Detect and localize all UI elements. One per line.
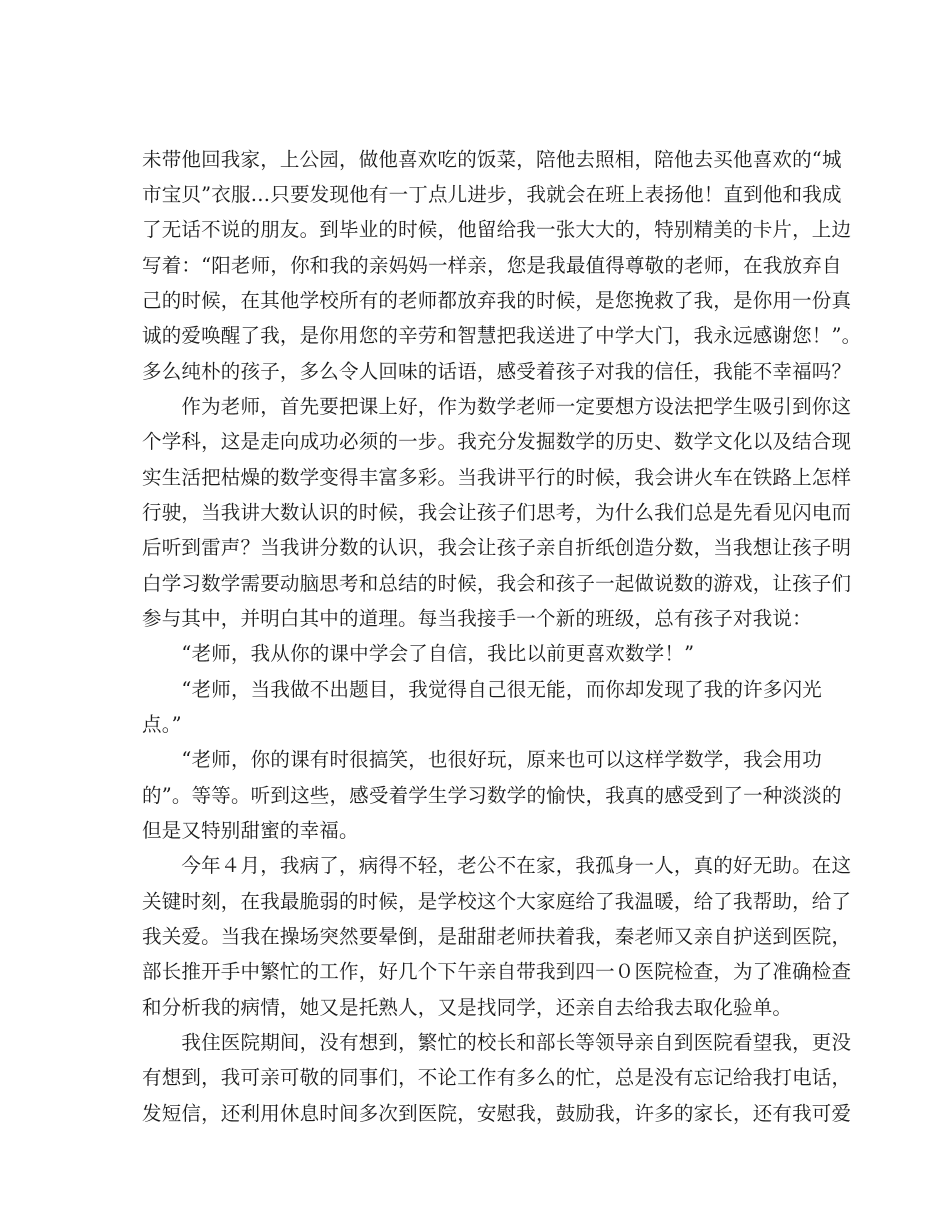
text-line: 部长推开手中繁忙的工作，好几个下午亲自带我到四一０医院检查，为了准确检查	[142, 960, 852, 983]
text-line: 但是又特别甜蜜的幸福。	[142, 819, 359, 842]
text-line: 我住医院期间，没有想到，繁忙的校长和部长等领导亲自到医院看望我，更没	[142, 1031, 852, 1054]
text-line: 实生活把枯燥的数学变得丰富多彩。当我讲平行的时候，我会讲火车在铁路上怎样	[142, 466, 852, 489]
text-line: 多么纯朴的孩子，多么令人回味的话语，感受着孩子对我的信任，我能不幸福吗？	[142, 360, 852, 383]
text-line: 我关爱。当我在操场突然要晕倒，是甜甜老师扶着我，秦老师又亲自护送到医院，	[142, 925, 852, 948]
text-line: 有想到，我可亲可敬的同事们，不论工作有多么的忙，总是没有忘记给我打电话，	[142, 1066, 852, 1089]
text-line: 关键时刻，在我最脆弱的时候，是学校这个大家庭给了我温暖，给了我帮助，给了	[142, 890, 852, 913]
text-line: 点。”	[142, 713, 182, 736]
text-line: 个学科，这是走向成功必须的一步。我充分发掘数学的历史、数学文化以及结合现	[142, 430, 852, 453]
text-line: 发短信，还利用休息时间多次到医院，安慰我，鼓励我，许多的家长，还有我可爱	[142, 1102, 852, 1125]
text-line: 诚的爱唤醒了我，是你用您的辛劳和智慧把我送进了中学大门，我永远感谢您！”。	[142, 324, 862, 347]
text-line: 了无话不说的朋友。到毕业的时候，他留给我一张大大的，特别精美的卡片，上边	[142, 218, 852, 241]
text-line: 未带他回我家，上公园，做他喜欢吃的饭菜，陪他去照相，陪他去买他喜欢的“城	[142, 148, 842, 171]
text-line: 的”。等等。听到这些，感受着学生学习数学的愉快，我真的感受到了一种淡淡的	[142, 784, 842, 807]
text-line: 市宝贝”衣服…只要发现他有一丁点儿进步，我就会在班上表扬他！直到他和我成	[142, 183, 842, 206]
text-line: “老师，当我做不出题目，我觉得自己很无能，而你却发现了我的许多闪光	[142, 678, 822, 701]
text-line: 作为老师，首先要把课上好，作为数学老师一定要想方设法把学生吸引到你这	[142, 395, 852, 418]
text-line: 写着：“阳老师，你和我的亲妈妈一样亲，您是我最值得尊敬的老师，在我放弃自	[142, 254, 842, 277]
text-line: 行驶，当我讲大数认识的时候，我会让孩子们思考，为什么我们总是先看见闪电而	[142, 501, 852, 524]
text-line: 后听到雷声？当我讲分数的认识，我会让孩子亲自折纸创造分数，当我想让孩子明	[142, 536, 852, 559]
text-line: “老师，我从你的课中学会了自信，我比以前更喜欢数学！”	[142, 642, 695, 665]
text-line: “老师，你的课有时很搞笑，也很好玩，原来也可以这样学数学，我会用功	[142, 748, 822, 771]
text-line: 和分析我的病情，她又是托熟人，又是找同学，还亲自去给我去取化验单。	[142, 996, 793, 1019]
text-line: 白学习数学需要动脑思考和总结的时候，我会和孩子一起做说数的游戏，让孩子们	[142, 572, 852, 595]
text-line: 参与其中，并明白其中的道理。每当我接手一个新的班级，总有孩子对我说：	[142, 607, 812, 630]
text-line: 今年４月，我病了，病得不轻，老公不在家，我孤身一人，真的好无助。在这	[142, 854, 852, 877]
text-line: 己的时候，在其他学校所有的老师都放弃我的时候，是您挽救了我，是你用一份真	[142, 289, 852, 312]
